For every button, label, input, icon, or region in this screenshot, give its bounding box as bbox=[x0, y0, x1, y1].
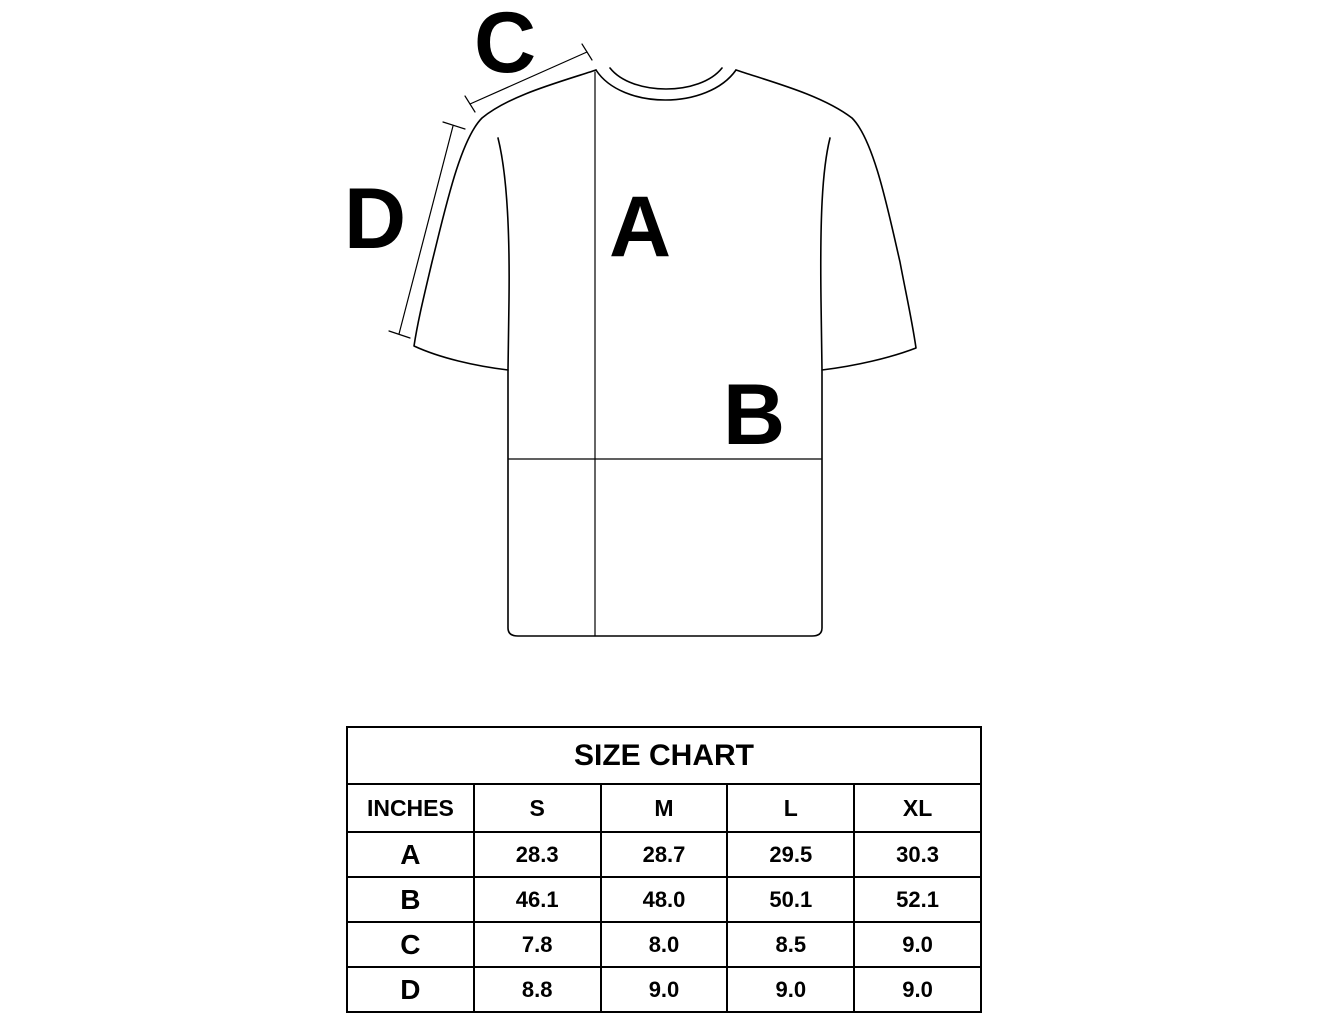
measure-line-d bbox=[399, 126, 453, 334]
row-label-b: B bbox=[347, 877, 474, 922]
table-cell: 9.0 bbox=[854, 922, 981, 967]
table-row-c bbox=[347, 922, 981, 967]
table-cell: 52.1 bbox=[854, 877, 981, 922]
size-chart-title-row bbox=[347, 727, 981, 784]
size-header-m: M bbox=[601, 784, 728, 832]
table-cell: 28.3 bbox=[474, 832, 601, 877]
label-d: D bbox=[344, 171, 407, 267]
size-header-xl: XL bbox=[854, 784, 981, 832]
table-cell: 8.8 bbox=[474, 967, 601, 1012]
table-cell: 29.5 bbox=[727, 832, 854, 877]
table-cell: 9.0 bbox=[601, 967, 728, 1012]
table-cell: 8.0 bbox=[601, 922, 728, 967]
size-chart-title: SIZE CHART bbox=[347, 727, 981, 784]
measure-tick-d-1 bbox=[443, 122, 465, 129]
label-c: C bbox=[474, 0, 537, 91]
table-cell: 9.0 bbox=[727, 967, 854, 1012]
table-cell: 48.0 bbox=[601, 877, 728, 922]
table-cell: 9.0 bbox=[854, 967, 981, 1012]
size-header-s: S bbox=[474, 784, 601, 832]
unit-header: INCHES bbox=[347, 784, 474, 832]
measure-tick-c-1 bbox=[465, 96, 475, 112]
collar-inner bbox=[610, 68, 722, 89]
size-chart-table bbox=[346, 726, 982, 1013]
table-cell: 8.5 bbox=[727, 922, 854, 967]
table-cell: 50.1 bbox=[727, 877, 854, 922]
armhole-seam-right bbox=[821, 138, 830, 370]
size-chart-header-row bbox=[347, 784, 981, 832]
row-label-a: A bbox=[347, 832, 474, 877]
table-cell: 46.1 bbox=[474, 877, 601, 922]
armhole-seam-left bbox=[498, 138, 509, 370]
measure-tick-c-2 bbox=[582, 44, 592, 60]
table-row-d bbox=[347, 967, 981, 1012]
size-header-l: L bbox=[727, 784, 854, 832]
shirt-body-outline bbox=[414, 70, 916, 636]
table-row-b bbox=[347, 877, 981, 922]
table-row-a bbox=[347, 832, 981, 877]
row-label-c: C bbox=[347, 922, 474, 967]
table-cell: 30.3 bbox=[854, 832, 981, 877]
label-b: B bbox=[723, 367, 786, 463]
table-cell: 28.7 bbox=[601, 832, 728, 877]
row-label-d: D bbox=[347, 967, 474, 1012]
table-cell: 7.8 bbox=[474, 922, 601, 967]
label-a: A bbox=[609, 179, 672, 275]
